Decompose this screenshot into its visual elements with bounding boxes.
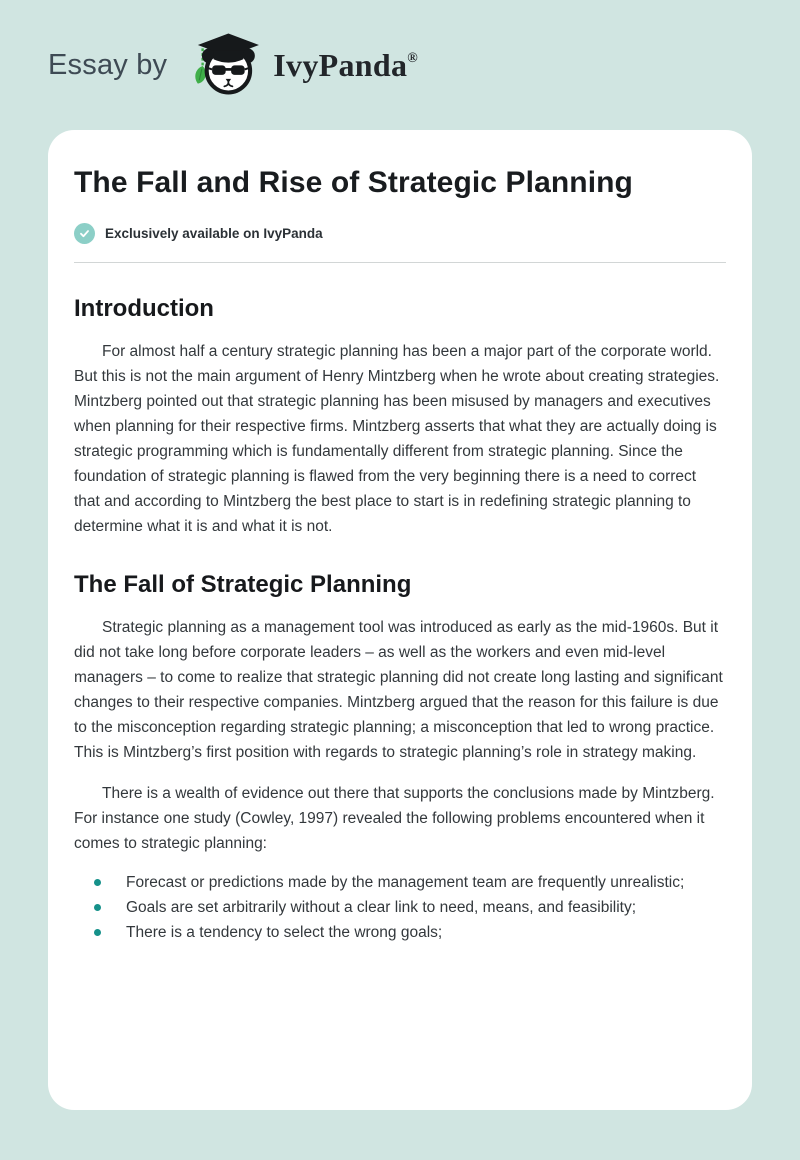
site-header bbox=[0, 0, 800, 130]
bullet-icon bbox=[94, 904, 101, 911]
essay-by-label: Essay by bbox=[48, 48, 168, 81]
list-item-text: Forecast or predictions made by the management team are frequently unrealistic; bbox=[126, 873, 685, 891]
paragraph: There is a wealth of evidence out there that supports the conclusions made by Mintzberg. For instance one study (Cowley, 1997) revealed the following problems encountered when it comes to strategic planning: bbox=[74, 784, 715, 852]
checkmark-icon bbox=[74, 223, 95, 244]
list-item-text: There is a tendency to select the wrong goals; bbox=[126, 923, 443, 941]
panda-graduate-icon bbox=[187, 32, 263, 98]
essay-title: The Fall and Rise of Strategic Planning bbox=[74, 166, 633, 199]
list-item-text: Goals are set arbitrarily without a clear link to need, means, and feasibility; bbox=[126, 898, 637, 916]
paragraph: For almost half a century strategic planning has been a major part of the corporate world. But this is not the main argument of Henry Mintzberg when he wrote about creating strategies. Mintzberg pointed out that strategic planning has been misused by managers and executives when planning for their respective firms. Mintzberg asserts that what they are actually doing is strategic programming which is fundamentally different from strategic planning. Since the foundation of strategic planning is flawed from the very beginning there is a need to correct that and according to Mintzberg the best place to start is in redefining strategic planning to determine what it is and what it is not. bbox=[74, 342, 720, 535]
list-item bbox=[74, 920, 726, 945]
bullet-icon bbox=[94, 929, 101, 936]
divider bbox=[74, 262, 726, 263]
paragraph: Strategic planning as a management tool was introduced as early as the mid-1960s. But it did not take long before corporate leaders – as well as the workers and even mid-level managers – to come to realize that strategic planning did not create long lasting and significant changes to their respective companies. Mintzberg argued that the reason for this failure is due to the misconception regarding strategic planning; a misconception that led to wrong practice. This is Mintzberg’s first position with regards to strategic planning’s role in strategy making. bbox=[74, 618, 723, 761]
brand-wordmark bbox=[273, 47, 418, 84]
availability-badge bbox=[74, 223, 726, 244]
section-heading: Introduction bbox=[74, 294, 214, 322]
availability-badge-text: Exclusively available on IvyPanda bbox=[105, 225, 323, 241]
section-heading: The Fall of Strategic Planning bbox=[74, 570, 412, 598]
bullet-icon bbox=[94, 879, 101, 886]
essay-card bbox=[48, 130, 752, 1110]
list-item bbox=[74, 895, 726, 920]
brand-name: IvyPanda bbox=[273, 46, 408, 83]
essay-body bbox=[74, 295, 726, 945]
bullet-list bbox=[74, 870, 726, 945]
registered-mark: ® bbox=[407, 50, 419, 66]
list-item bbox=[74, 870, 726, 895]
